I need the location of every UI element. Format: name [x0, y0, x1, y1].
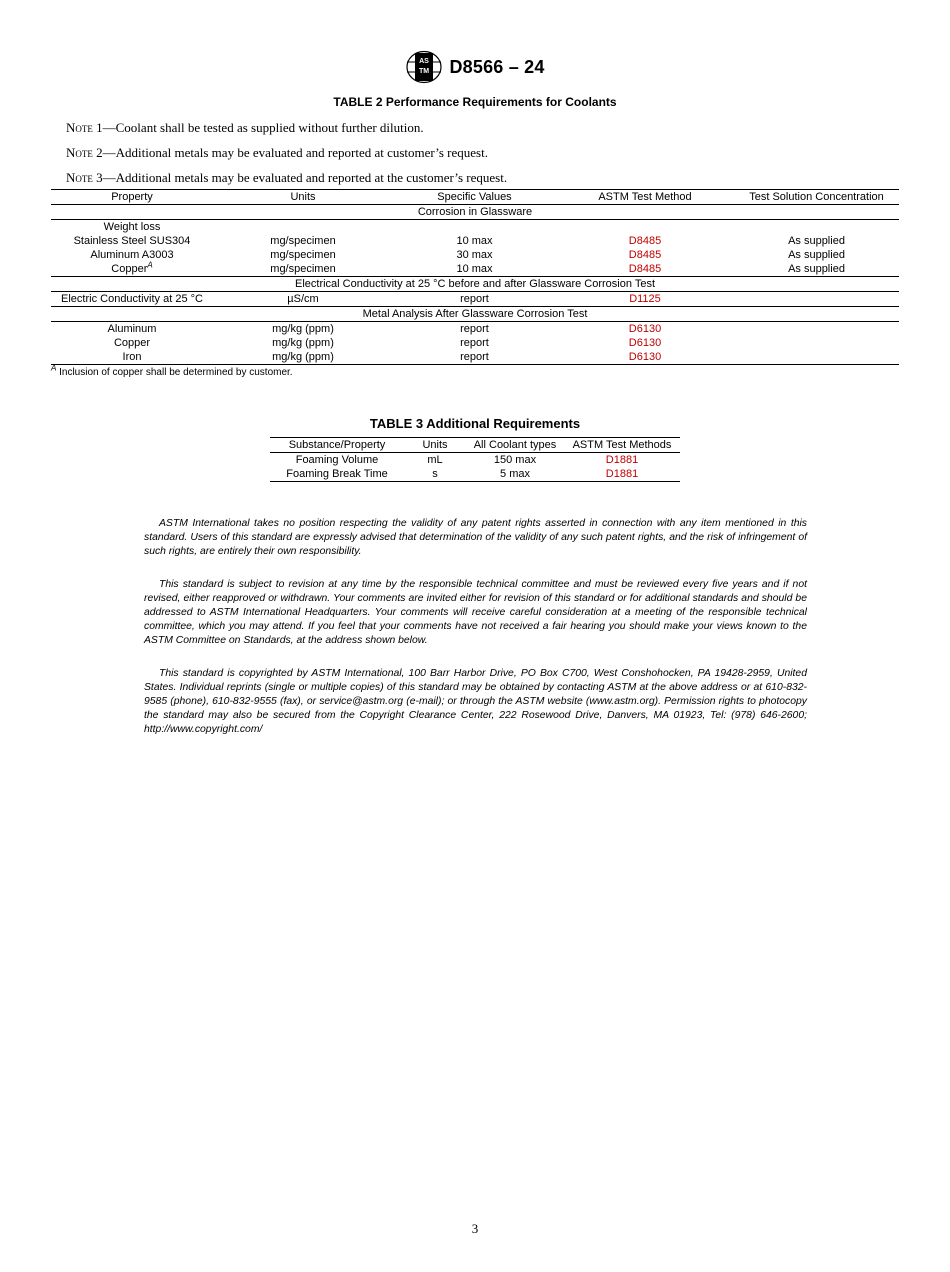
units-cell: mL [427, 454, 443, 466]
section-row [51, 277, 899, 292]
property-cell: Electric Conductivity at 25 °C [61, 293, 203, 305]
method-link[interactable]: D6130 [628, 337, 662, 349]
column-header: Specific Values [393, 190, 556, 205]
property-cell: Copper [113, 337, 151, 349]
property-cell: Aluminum A3003 [90, 249, 174, 261]
value-cell: 5 max [500, 468, 530, 480]
units-cell: mg/specimen [270, 249, 336, 261]
table-row [51, 350, 899, 365]
note-3 [66, 170, 507, 186]
method-link[interactable]: D1125 [629, 293, 661, 305]
table2 [51, 189, 899, 365]
units-cell: mg/specimen [270, 263, 336, 275]
footnote-text: Inclusion of copper shall be determined by customer. [59, 367, 293, 378]
patent-notice: ASTM International takes no position respecting the validity of any patent rights asserted in connection with any item mentioned in this standard. Users of this standard are expressly advised that determination of the validity of any such patent rights, and the risk of infringement of such rights, are entirely their own responsibility. [144, 518, 807, 557]
units-cell: mg/kg (ppm) [272, 323, 334, 335]
table-row [51, 292, 899, 307]
property-cell: Foaming Break Time [286, 468, 388, 480]
svg-text:AS: AS [419, 58, 430, 65]
table-row [51, 234, 899, 248]
note-2 [66, 145, 488, 161]
property-cell: Stainless Steel SUS304 [73, 235, 191, 247]
value-cell: 150 max [493, 454, 537, 466]
value-cell: 10 max [456, 235, 493, 247]
method-link[interactable]: D6130 [628, 323, 662, 335]
method-link[interactable]: D1881 [605, 454, 639, 466]
table-row [51, 248, 899, 262]
table-footnote [51, 363, 293, 378]
table-row [51, 220, 899, 235]
table-header-row [51, 190, 899, 205]
units-cell: mg/specimen [270, 235, 336, 247]
section-row [51, 205, 899, 220]
value-cell: 30 max [456, 249, 493, 261]
table3-title: TABLE 3 Additional Requirements [369, 416, 581, 431]
units-cell: mg/kg (ppm) [272, 337, 334, 349]
property-cell: Foaming Volume [295, 454, 379, 466]
table-row [270, 467, 680, 482]
table-row [270, 453, 680, 468]
table-header-row [270, 438, 680, 453]
property-cell: Weight loss [103, 221, 161, 233]
property-cell: Aluminum [107, 323, 157, 335]
table3 [270, 437, 680, 482]
note-text: —Additional metals may be evaluated and reported at customer’s request. [102, 145, 488, 160]
value-cell: report [460, 337, 489, 349]
concentration-cell: As supplied [788, 249, 845, 261]
note-text: —Coolant shall be tested as supplied without further dilution. [102, 120, 424, 135]
units-cell: mg/kg (ppm) [272, 351, 334, 363]
method-link[interactable]: D6130 [628, 351, 662, 363]
column-header: Substance/Property [270, 438, 404, 453]
units-cell: µS/cm [287, 293, 319, 305]
column-header: Test Solution Concentration [734, 190, 899, 205]
property-text: Copper [111, 263, 148, 275]
page-number: 3 [471, 1221, 479, 1236]
section-heading: Corrosion in Glassware [51, 205, 899, 220]
footnote-marker: A [147, 260, 153, 270]
column-header: ASTM Test Methods [564, 438, 680, 453]
property-cell [51, 262, 213, 277]
value-cell: 10 max [456, 263, 493, 275]
svg-text:TM: TM [419, 68, 430, 75]
copyright-notice: This standard is copyrighted by ASTM International, 100 Barr Harbor Drive, PO Box C700, West Conshohocken, PA 19428-2959, United States. Individual reprints (single or multiple copies) of this standard may be obtained by contacting ASTM at the above address or at 610-832-9585 (phone), 610-832-9555 (fax), or service@astm.org (e-mail); or through the ASTM website (www.astm.org). Permission rights to photocopy the standard may also be secured from the Copyright Clearance Center, 222 Rosewood Drive, Danvers, MA 01923, Tel: (978) 646-2600; http://www.copyright.com/ [144, 668, 807, 735]
method-link[interactable]: D1881 [605, 468, 639, 480]
footnote-marker: A [51, 363, 57, 373]
column-header: Units [404, 438, 466, 453]
method-link[interactable]: D8485 [628, 235, 662, 247]
section-heading: Electrical Conductivity at 25 °C before and after Glassware Corrosion Test [51, 277, 899, 292]
note-label: Note 1 [66, 120, 103, 135]
designation: D8566 – 24 [449, 56, 545, 77]
note-label: Note 2 [66, 145, 103, 160]
revision-notice: This standard is subject to revision at any time by the responsible technical committee and must be reviewed every five years and if not revised, either reapproved or withdrawn. Your comments are invited either for revision of this standard or for additional standards and should be addressed to ASTM International Headquarters. Your comments will receive careful consideration at a meeting of the responsible technical committee, which you may attend. If you feel that your comments have not received a fair hearing you should make your views known to the ASTM Committee on Standards, at the address shown below. [144, 579, 807, 646]
section-heading: Metal Analysis After Glassware Corrosion Test [51, 307, 899, 322]
column-header: ASTM Test Method [556, 190, 734, 205]
property-cell: Iron [122, 351, 142, 363]
column-header: Units [213, 190, 393, 205]
note-text: —Additional metals may be evaluated and reported at the customer’s request. [102, 170, 508, 185]
column-header: Property [51, 190, 213, 205]
table2-title: TABLE 2 Performance Requirements for Coolants [333, 95, 617, 109]
table-row [51, 336, 899, 350]
document-header [0, 50, 950, 86]
value-cell: report [460, 323, 489, 335]
method-link[interactable]: D8485 [628, 263, 662, 275]
column-header: All Coolant types [466, 438, 564, 453]
concentration-cell: As supplied [788, 263, 845, 275]
method-link[interactable]: D8485 [628, 249, 662, 261]
table-row [51, 322, 899, 337]
note-1 [66, 120, 424, 136]
value-cell: report [460, 351, 489, 363]
concentration-cell: As supplied [788, 235, 845, 247]
section-row [51, 307, 899, 322]
table-row [51, 262, 899, 277]
value-cell: report [460, 293, 489, 305]
note-label: Note 3 [66, 170, 103, 185]
astm-logo-icon [405, 50, 443, 84]
units-cell: s [432, 468, 438, 480]
concentration-cell [734, 292, 899, 307]
